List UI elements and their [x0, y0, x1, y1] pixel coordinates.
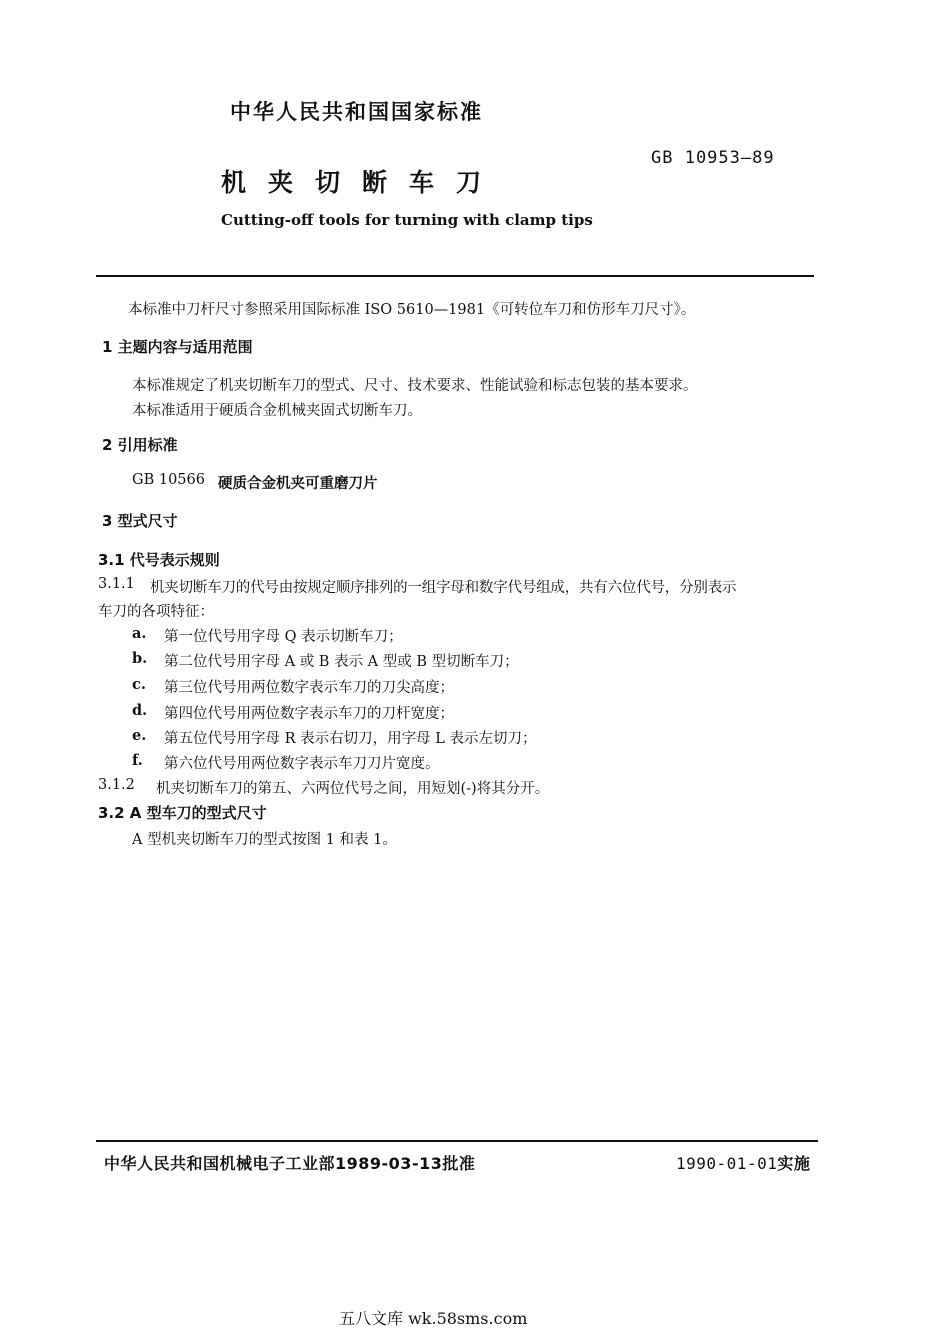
effective-note — [676, 1151, 810, 1174]
section-1-paragraph-2: 本标准适用于硬质合金机械夹固式切断车刀。 — [132, 403, 422, 419]
approval-note: 中华人民共和国机械电子工业部1989-03-13批准 — [104, 1154, 476, 1173]
reference-title: 硬质合金机夹可重磨刀片 — [218, 476, 378, 492]
section-1-paragraph-1: 本标准规定了机夹切断车刀的型式、尺寸、技术要求、性能试验和标志包装的基本要求。 — [132, 378, 698, 394]
list-item-text: 第三位代号用两位数字表示车刀的刀尖高度； — [164, 680, 454, 696]
section-3-1-1-text: 机夹切断车刀的代号由按规定顺序排列的一组字母和数字代号组成，共有六位代号，分别表示 — [150, 580, 737, 596]
standard-number: GB 10953—89 — [651, 148, 775, 168]
list-item-label: c. — [132, 676, 146, 693]
header-divider — [96, 275, 814, 277]
section-3-1-1-number: 3.1.1 — [98, 576, 135, 592]
section-3-1-2-number: 3.1.2 — [98, 777, 135, 793]
list-item-label: e. — [132, 727, 147, 744]
section-3-1-2-text: 机夹切断车刀的第五、六两位代号之间，用短划(-)将其分开。 — [156, 781, 550, 797]
effective-date: 1990-01-01 — [676, 1154, 778, 1173]
list-item-text: 第二位代号用字母 A 或 B 表示 A 型或 B 型切断车刀； — [164, 654, 519, 670]
footer-divider — [96, 1140, 818, 1142]
effective-label: 实施 — [777, 1154, 811, 1173]
list-item-label: b. — [132, 650, 148, 667]
national-standard-heading: 中华人民共和国国家标准 — [230, 100, 483, 124]
list-item-text: 第五位代号用字母 R 表示右切刀，用字母 L 表示左切刀； — [164, 731, 537, 747]
section-3-2-heading: 3.2 A 型车刀的型式尺寸 — [98, 804, 267, 822]
section-1-heading: 1 主题内容与适用范围 — [102, 338, 253, 356]
reference-code: GB 10566 — [132, 472, 205, 488]
section-3-heading: 3 型式尺寸 — [102, 512, 178, 530]
section-3-1-1-text-continued: 车刀的各项特征： — [98, 604, 214, 620]
list-item-text: 第四位代号用两位数字表示车刀的刀杆宽度； — [164, 706, 454, 722]
site-watermark: 五八文库 wk.58sms.com — [339, 1309, 528, 1328]
list-item-label: a. — [132, 625, 147, 642]
list-item-label: d. — [132, 702, 148, 719]
section-3-2-text: A 型机夹切断车刀的型式按图 1 和表 1。 — [132, 832, 397, 848]
list-item-text: 第一位代号用字母 Q 表示切断车刀； — [164, 629, 403, 645]
list-item-text: 第六位代号用两位数字表示车刀刀片宽度。 — [164, 756, 440, 772]
section-2-heading: 2 引用标准 — [102, 436, 178, 454]
document-title-en: Cutting-off tools for turning with clamp tips — [221, 211, 593, 229]
document-title-cn: 机夹切断车刀 — [221, 168, 504, 197]
intro-paragraph: 本标准中刀杆尺寸参照采用国际标准 ISO 5610—1981《可转位车刀和仿形车刀尺寸》。 — [128, 302, 696, 318]
list-item-label: f. — [132, 752, 143, 769]
section-3-1-heading: 3.1 代号表示规则 — [98, 551, 220, 569]
